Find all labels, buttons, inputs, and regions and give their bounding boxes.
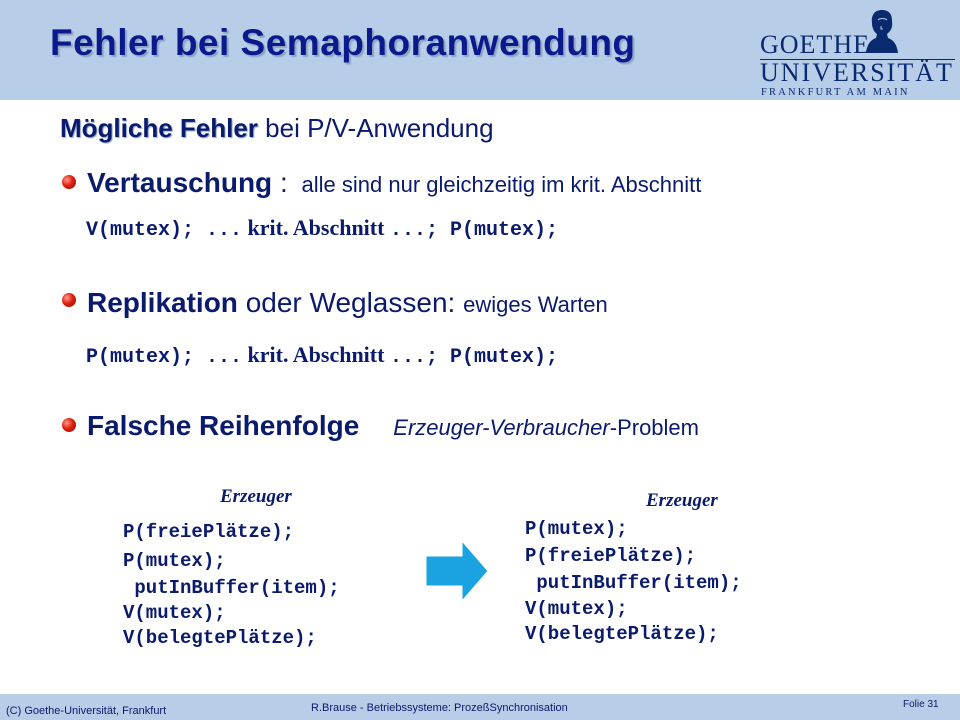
code-part-mid: krit. Abschnitt <box>242 215 390 240</box>
bullet-replikation <box>87 287 608 319</box>
right-code-line: V(mutex); <box>525 598 628 620</box>
right-code-line: P(freiePlätze); <box>525 545 697 567</box>
bullet-vertauschung <box>87 167 701 199</box>
bullet-note-rest: -Problem <box>609 415 699 440</box>
footer-center: R.Brause - Betriebssysteme: ProzeßSynchronisation <box>311 702 568 714</box>
subtitle <box>60 113 494 144</box>
bullet-rest: oder Weglassen: <box>237 287 464 318</box>
right-code-line: putInBuffer(item); <box>525 572 742 594</box>
left-code-line: P(freiePlätze); <box>123 521 295 543</box>
bullet-icon <box>62 293 76 307</box>
footer-page-number: Folie 31 <box>903 699 939 710</box>
code-part-b: ...; P(mutex); <box>389 346 558 369</box>
bullet-term: Vertauschung <box>87 167 273 198</box>
logo-line-goethe: GOETHE <box>760 30 870 59</box>
code-part-b: ...; P(mutex); <box>389 219 558 242</box>
bullet-rest: : <box>272 167 296 198</box>
right-block-heading: Erzeuger <box>646 490 718 511</box>
right-code-line: P(mutex); <box>525 518 628 540</box>
code-part-a: V(mutex); ... <box>86 219 243 242</box>
left-block-heading: Erzeuger <box>220 486 292 507</box>
university-logo <box>760 8 955 96</box>
right-code-line: V(belegtePlätze); <box>525 623 719 645</box>
left-code-line: putInBuffer(item); <box>123 577 340 599</box>
code-line-vertauschung <box>86 215 558 242</box>
logo-line-universitaet: UNIVERSITÄT <box>760 58 954 87</box>
bullet-note: ewiges Warten <box>463 292 608 317</box>
right-arrow-icon <box>426 541 490 601</box>
bullet-note: alle sind nur gleichzeitig im krit. Abschnitt <box>301 172 702 197</box>
bullet-reihenfolge <box>87 410 699 442</box>
bullet-icon <box>62 418 76 432</box>
left-code-line: V(belegtePlätze); <box>123 627 317 649</box>
logo-line-frankfurt: FRANKFURT AM MAIN <box>761 87 910 98</box>
code-part-a: P(mutex); ... <box>86 346 243 369</box>
bullet-term: Replikation <box>87 287 238 318</box>
footer-copyright: (C) Goethe-Universität, Frankfurt <box>6 705 167 717</box>
code-line-replikation <box>86 342 558 369</box>
bullet-icon <box>62 175 76 189</box>
left-code-line: V(mutex); <box>123 602 226 624</box>
subtitle-rest: bei P/V-Anwendung <box>257 113 494 143</box>
left-code-line: P(mutex); <box>123 550 226 572</box>
bullet-term: Falsche Reihenfolge <box>87 410 360 441</box>
code-part-mid: krit. Abschnitt <box>242 342 390 367</box>
subtitle-bold: Mögliche Fehler <box>60 113 258 143</box>
slide-title: Fehler bei Semaphoranwendung <box>50 22 636 63</box>
bullet-note-italic: Erzeuger-Verbraucher <box>393 415 610 440</box>
